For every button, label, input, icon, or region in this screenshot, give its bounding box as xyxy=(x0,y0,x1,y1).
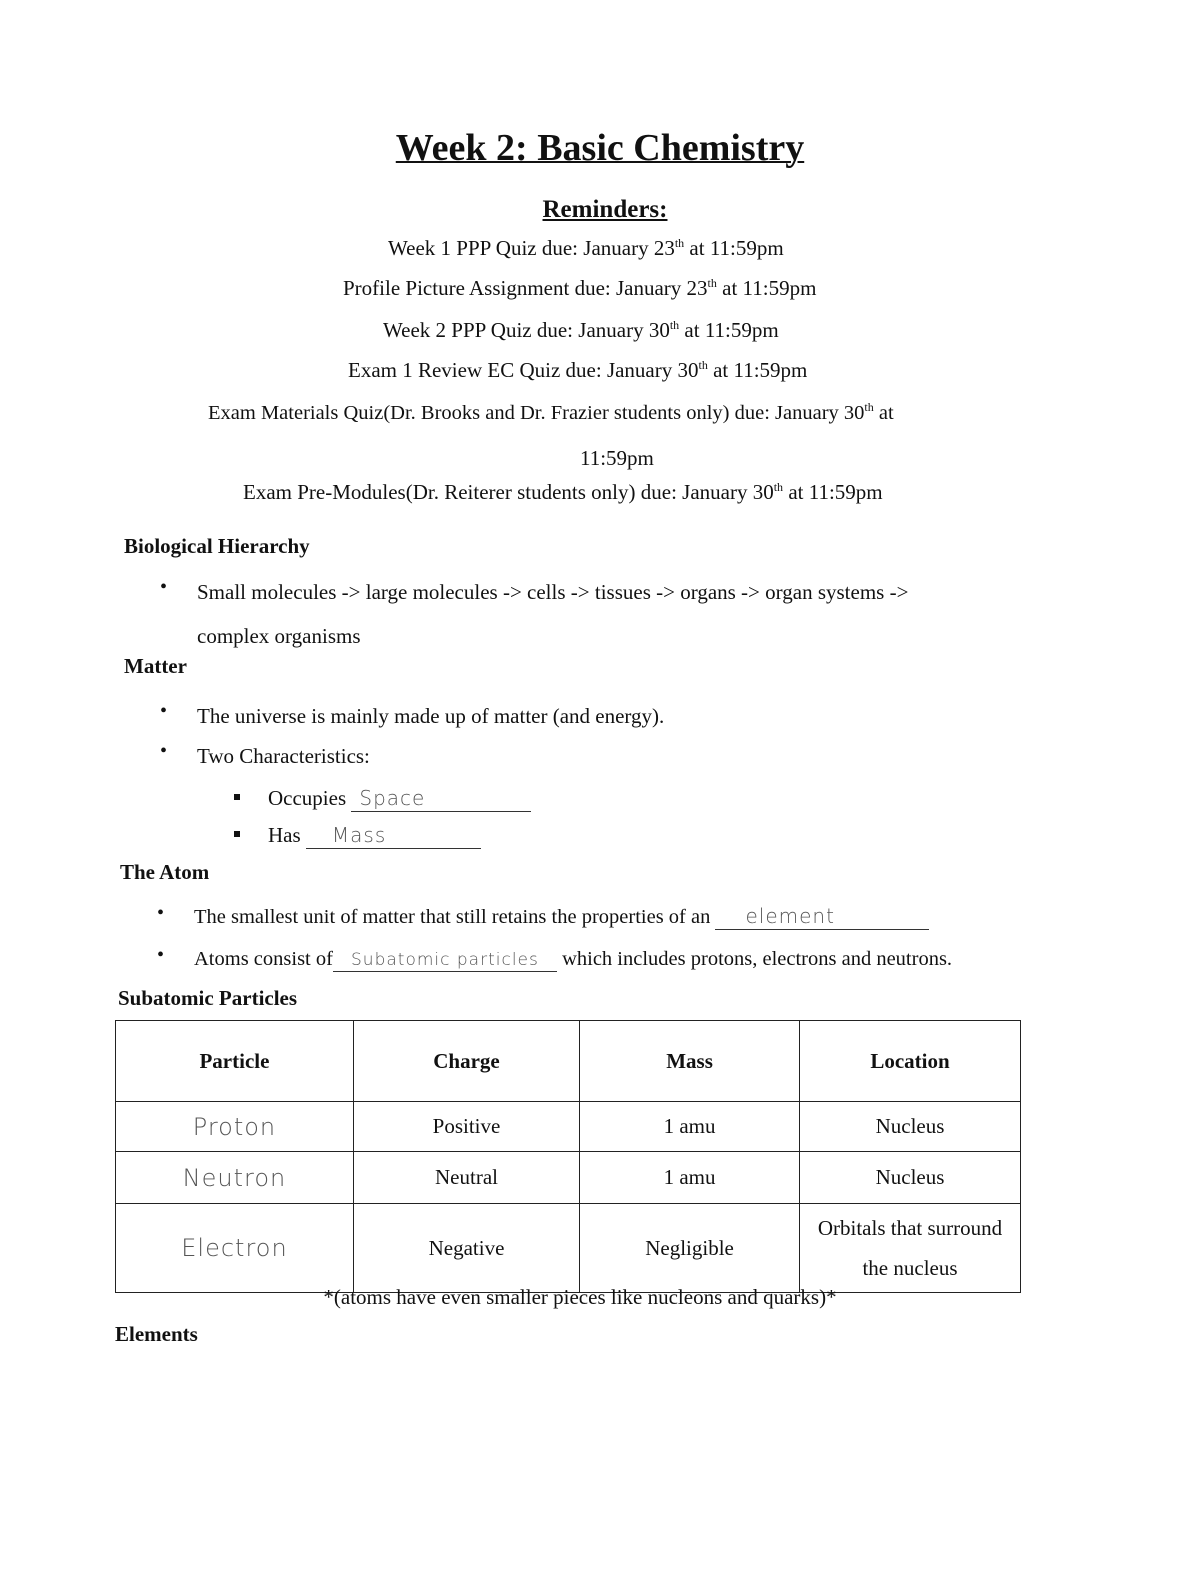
atom-bullet: The smallest unit of matter that still retains the properties of an element xyxy=(194,904,929,930)
elements-heading: Elements xyxy=(115,1322,198,1346)
charge-cell: Neutral xyxy=(353,1152,579,1204)
column-header: Particle xyxy=(116,1021,354,1102)
matter-bullet: The universe is mainly made up of matter (and energy). xyxy=(197,704,665,728)
bullet-icon: • xyxy=(160,740,168,762)
bullet-icon: • xyxy=(160,700,168,722)
reminders-heading: Reminders: xyxy=(542,196,668,223)
bio-hierarchy-line: Small molecules -> large molecules -> cells -> tissues -> organs -> organ systems -> xyxy=(197,580,909,604)
mass-cell: 1 amu xyxy=(580,1102,800,1152)
bio-hierarchy-line-cont: complex organisms xyxy=(197,624,361,648)
bullet-icon: • xyxy=(157,902,165,924)
column-header: Mass xyxy=(580,1021,800,1102)
particle-cell[interactable]: Proton xyxy=(116,1102,354,1152)
atom-heading: The Atom xyxy=(120,860,210,884)
subatomic-blank[interactable]: Subatomic particles xyxy=(333,948,557,972)
matter-heading: Matter xyxy=(124,654,187,678)
reminder-item: Week 1 PPP Quiz due: January 23th at 11:59pm xyxy=(388,236,784,260)
table-footnote: *(atoms have even smaller pieces like nucleons and quarks)* xyxy=(323,1285,837,1309)
square-bullet-icon xyxy=(234,794,240,800)
matter-bullet: Two Characteristics: xyxy=(197,744,370,768)
bullet-icon: • xyxy=(157,944,165,966)
particle-cell[interactable]: Neutron xyxy=(116,1152,354,1204)
atom-bullet: Atoms consist of Subatomic particles which includes protons, electrons and neutrons. xyxy=(194,948,953,970)
reminder-item: Exam 1 Review EC Quiz due: January 30th at 11:59pm xyxy=(348,358,808,382)
location-cell: Nucleus xyxy=(800,1152,1021,1204)
particle-cell[interactable]: Electron xyxy=(116,1204,354,1293)
table-row xyxy=(116,1152,1021,1204)
charge-cell: Positive xyxy=(353,1102,579,1152)
location-cell: Orbitals that surround the nucleus xyxy=(800,1204,1021,1293)
reminder-item: Profile Picture Assignment due: January 23th at 11:59pm xyxy=(343,276,817,300)
reminder-item: Week 2 PPP Quiz due: January 30th at 11:59pm xyxy=(383,318,779,342)
bio-hierarchy-heading: Biological Hierarchy xyxy=(124,534,310,558)
subatomic-table xyxy=(115,1020,1021,1293)
column-header: Location xyxy=(800,1021,1021,1102)
bullet-icon: • xyxy=(160,576,168,598)
space-blank[interactable]: Space xyxy=(351,786,531,812)
reminder-item: Exam Materials Quiz(Dr. Brooks and Dr. Frazier students only) due: January 30th at xyxy=(208,400,894,424)
reminder-item: 11:59pm xyxy=(580,446,654,470)
column-header: Charge xyxy=(353,1021,579,1102)
page-title: Week 2: Basic Chemistry xyxy=(395,127,805,169)
matter-sub-bullet: Occupies Space xyxy=(268,786,531,812)
square-bullet-icon xyxy=(234,831,240,837)
table-header-row xyxy=(116,1021,1021,1102)
element-blank[interactable]: element xyxy=(715,904,929,930)
location-cell: Nucleus xyxy=(800,1102,1021,1152)
charge-cell: Negative xyxy=(353,1204,579,1293)
matter-sub-bullet: Has Mass xyxy=(268,823,481,849)
mass-cell: 1 amu xyxy=(580,1152,800,1204)
mass-blank[interactable]: Mass xyxy=(306,823,481,849)
reminder-item: Exam Pre-Modules(Dr. Reiterer students only) due: January 30th at 11:59pm xyxy=(243,480,883,504)
table-row xyxy=(116,1102,1021,1152)
table-row xyxy=(116,1204,1021,1293)
mass-cell: Negligible xyxy=(580,1204,800,1293)
subatomic-heading: Subatomic Particles xyxy=(118,986,298,1010)
